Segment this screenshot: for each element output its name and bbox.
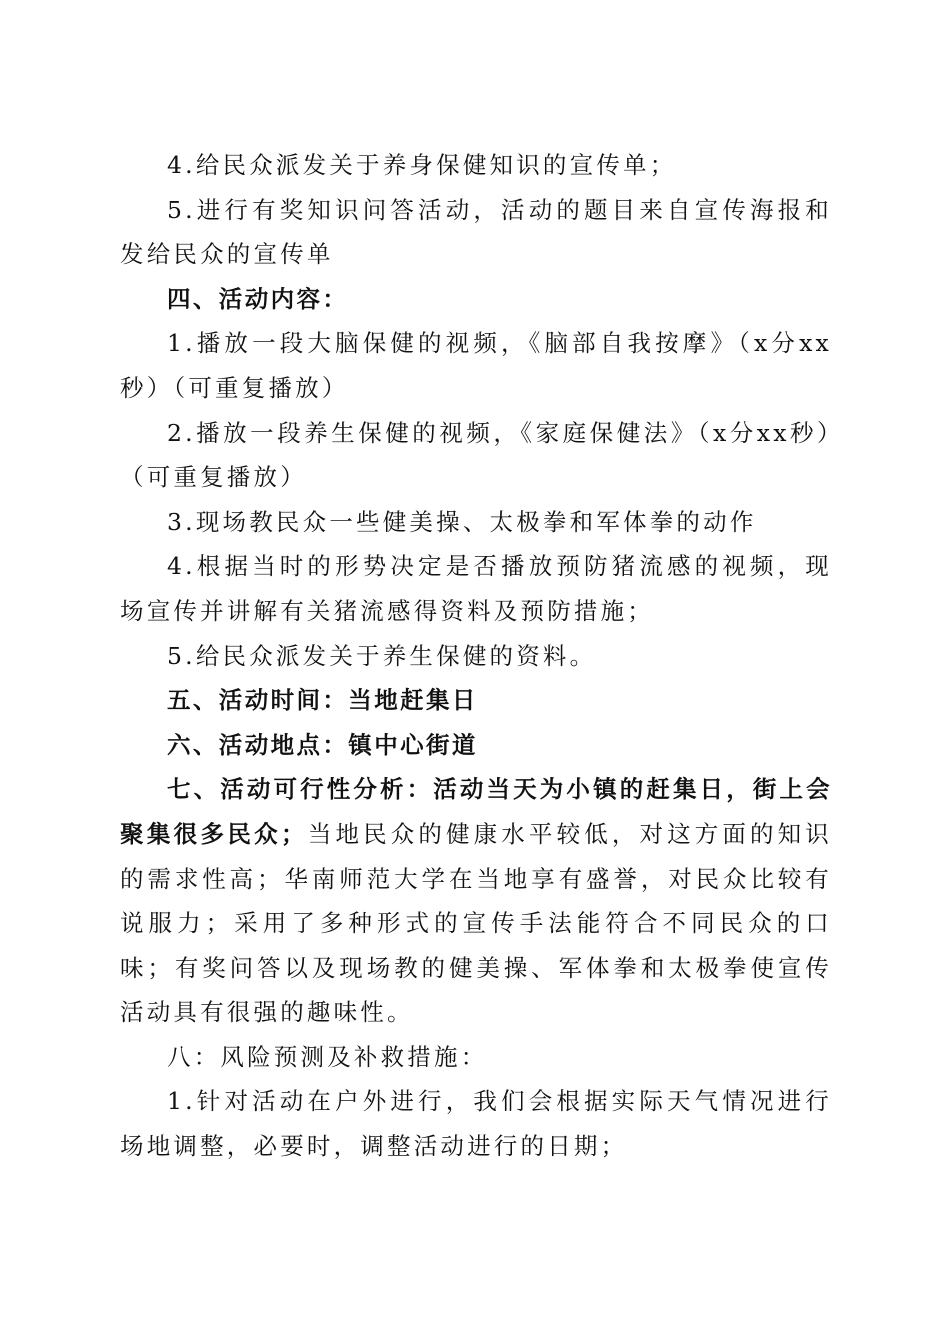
section-heading-activity-time: 五、活动时间：当地赶集日 bbox=[167, 686, 478, 715]
item-quiz-activity: 5.进行有奖知识问答活动，活动的题目来自宣传海报和发给民众的宣传单 bbox=[120, 195, 832, 269]
section-heading-risk: 八：风险预测及补救措施： bbox=[167, 1042, 488, 1071]
item-health-video: 2.播放一段养生保健的视频，《家庭保健法》（x分xx秒）（可重复播放） bbox=[120, 418, 832, 492]
item-weather-adjustment: 1.针对活动在户外进行，我们会根据实际天气情况进行场地调整，必要时，调整活动进行的日期； bbox=[120, 1087, 832, 1161]
document-body bbox=[120, 143, 832, 1169]
section-feasibility-analysis bbox=[120, 767, 832, 1035]
item-distribute-leaflets: 4.给民众派发关于养身保健知识的宣传单； bbox=[167, 151, 677, 179]
item-brain-video: 1.播放一段大脑保健的视频，《脑部自我按摩》（x分xx秒）（可重复播放） bbox=[120, 329, 832, 402]
section-heading-activity-location: 六、活动地点：镇中心街道 bbox=[167, 730, 478, 759]
item-flu-video: 4.根据当时的形势决定是否播放预防猪流感的视频，现场宣传并讲解有关猪流感得资料及预防措施； bbox=[120, 552, 832, 625]
item-distribute-materials: 5.给民众派发关于养生保健的资料。 bbox=[167, 641, 597, 670]
feasibility-body-text: 当地民众的健康水平较低，对这方面的知识的需求性高；华南师范大学在当地享有盛誉，对民众比较有说服力；采用了多种形式的宣传手法能符合不同民众的口味；有奖问答以及现场教的健美操、军体拳和太极拳使宣传活动具有很强的趣味性。 bbox=[120, 819, 832, 1027]
item-teach-exercises: 3.现场教民众一些健美操、太极拳和军体拳的动作 bbox=[167, 507, 757, 536]
feasibility-heading-bold: 七、活动可行性分析：活动当天为小镇的赶集日，街上会聚集很多民众； bbox=[120, 775, 832, 848]
section-heading-activity-content: 四、活动内容： bbox=[167, 284, 349, 313]
